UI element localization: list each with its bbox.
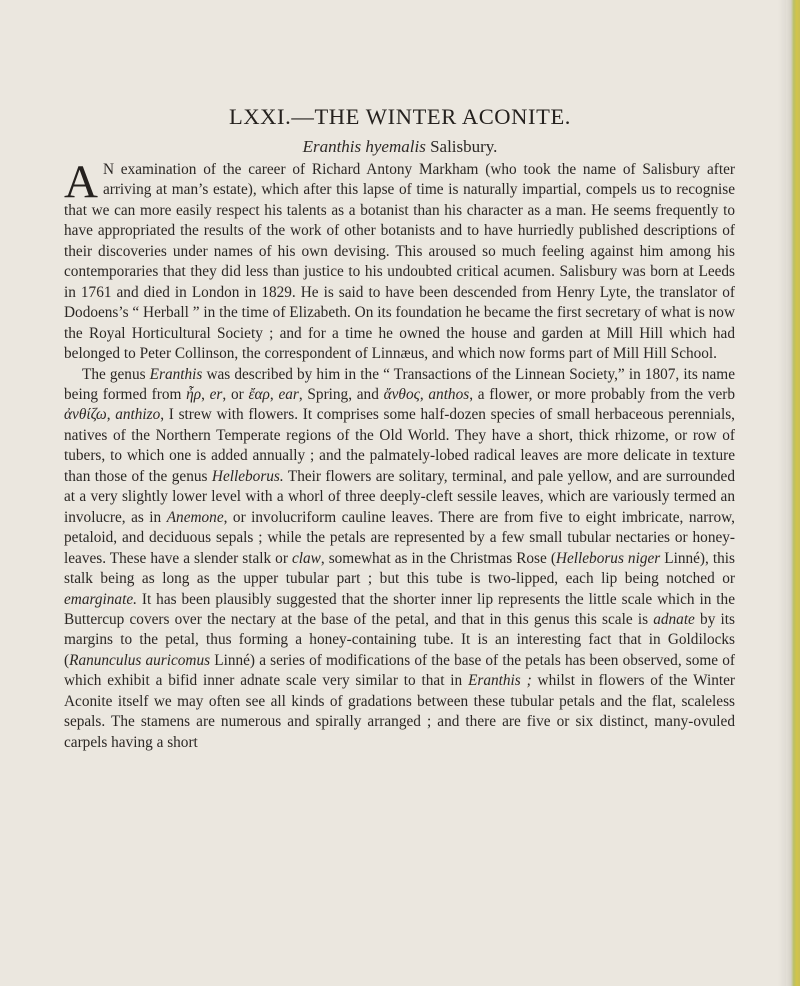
drop-cap: A	[64, 156, 98, 208]
latin-name: Eranthis hyemalis	[302, 137, 426, 156]
body-text	[64, 156, 736, 753]
p2-italic: Eranthis	[149, 365, 203, 383]
paragraph-2	[64, 365, 735, 754]
p2-text: The genus	[82, 365, 150, 383]
p2-text: was described by him in the “ Transactions of the Linnean Society,” in 1807, its name being formed from	[64, 365, 735, 403]
p2-italic: anthos	[428, 385, 470, 403]
chapter-title: LXXI.—THE WINTER ACONITE.	[228, 104, 572, 129]
p2-text: whilst in flowers of the Winter Aconite itself we may often see all kinds of gradations between these tubular petals and the flat, scaleless sepals. The stamens are numerous and spirally arranged ; and there are five or six distinct, many-ovuled carpels having a short	[64, 672, 735, 751]
p2-italic: er	[209, 385, 223, 403]
p2-text: It has been plausibly suggested that the shorter inner lip represents the little scale which in the Buttercup covers over the nectary at the base of the petal, and that in this genus this scale is	[64, 590, 735, 628]
p2-text: , I strew with flowers. It comprises some half-dozen species of small herbaceous perennials, natives of the Northern Temperate regions of the Old World. They have a short, thick rhizome, or row of tubers, to which one is added annually ; and the palmately-lobed radical leaves are more delicate in texture than those of the genus	[64, 406, 735, 485]
p2-text: ,	[106, 406, 116, 424]
p2-text: ,	[201, 385, 210, 403]
p2-greek: ἀνθίζω	[64, 406, 107, 424]
species-subtitle	[0, 137, 800, 157]
p2-text: , Spring, and	[298, 385, 384, 403]
p2-italic: Helleborus.	[211, 467, 284, 485]
p2-text: ,	[419, 385, 429, 403]
p2-text: , or	[222, 385, 249, 403]
p2-italic: adnate	[653, 610, 695, 628]
p2-italic: Anemone	[166, 508, 224, 526]
p2-text: ,	[269, 385, 279, 403]
p2-italic: ear	[278, 385, 299, 403]
p2-greek: ἔαρ	[248, 385, 270, 403]
p2-italic: emarginate.	[64, 590, 137, 608]
p2-italic: Ranunculus auricomus	[69, 651, 211, 669]
p2-text: by its margins to the petal, thus forming a honey-containing tube. It is an interesting fact that in Goldilocks (	[64, 610, 735, 669]
p2-greek: ἦρ	[186, 385, 202, 403]
p2-text: Linné) a series of modifications of the base of the petals has been observed, some of which exhibit a bifid inner adnate scale very similar to that in	[64, 651, 735, 690]
p2-text: , a flower, or more probably from the verb	[469, 385, 736, 403]
p2-italic: Helleborus niger	[555, 549, 661, 567]
p2-italic: Eranthis ;	[468, 672, 532, 690]
p2-greek: ἄνθος	[383, 385, 420, 403]
p2-italic: anthizo	[115, 406, 161, 424]
authority: Salisbury.	[430, 137, 498, 156]
p2-text: , or involucriform cauline leaves. There are from five to eight imbricate, narrow, petaloid, and deciduous sepals ; while the petals are represented by a few small tubular nectaries or honey-leaves. These have a slender stalk or	[64, 508, 735, 567]
p1-text: N examination of the career of Richard Antony Markham (who took the name of Salisbury after arriving at man’s estate), which after this lapse of time is naturally impartial, compels us to recognise that we can more easily respect his talents as a botanist than his character as a man. He seems frequently to have appropriated the results of the work of other botanists and to have hurriedly published descriptions of their discoveries under names of his own devising. This aroused so much feeling against him among his contemporaries that they did less than justice to his undoubted critical acumen. Salisbury was born at Leeds in 1761 and died in London in 1829. He is said to have been descended from Henry Lyte, the translator of Dodoens’s “ Herball ” in the time of Elizabeth. On its foundation he became the first secretary of what is now the Royal Horticultural Society ; and for a time he owned the house and garden at Mill Hill which had belonged to Peter Collinson, the correspondent of Linnæus, and which now forms part of Mill Hill School.	[64, 161, 735, 363]
p2-italic: claw	[291, 549, 321, 567]
p2-text: , somewhat as in the Christmas Rose (	[320, 549, 556, 567]
p2-text: Their flowers are solitary, terminal, and pale yellow, and are surrounded at a very slightly lower level with a whorl of three deeply-cleft sessile leaves, which are variously termed an involucre, as in	[64, 467, 735, 526]
paragraph-1	[64, 156, 735, 365]
p2-text: Linné), this stalk being as long as the upper tubular part ; but this tube is two-lipped, each lip being notched or	[64, 549, 735, 588]
